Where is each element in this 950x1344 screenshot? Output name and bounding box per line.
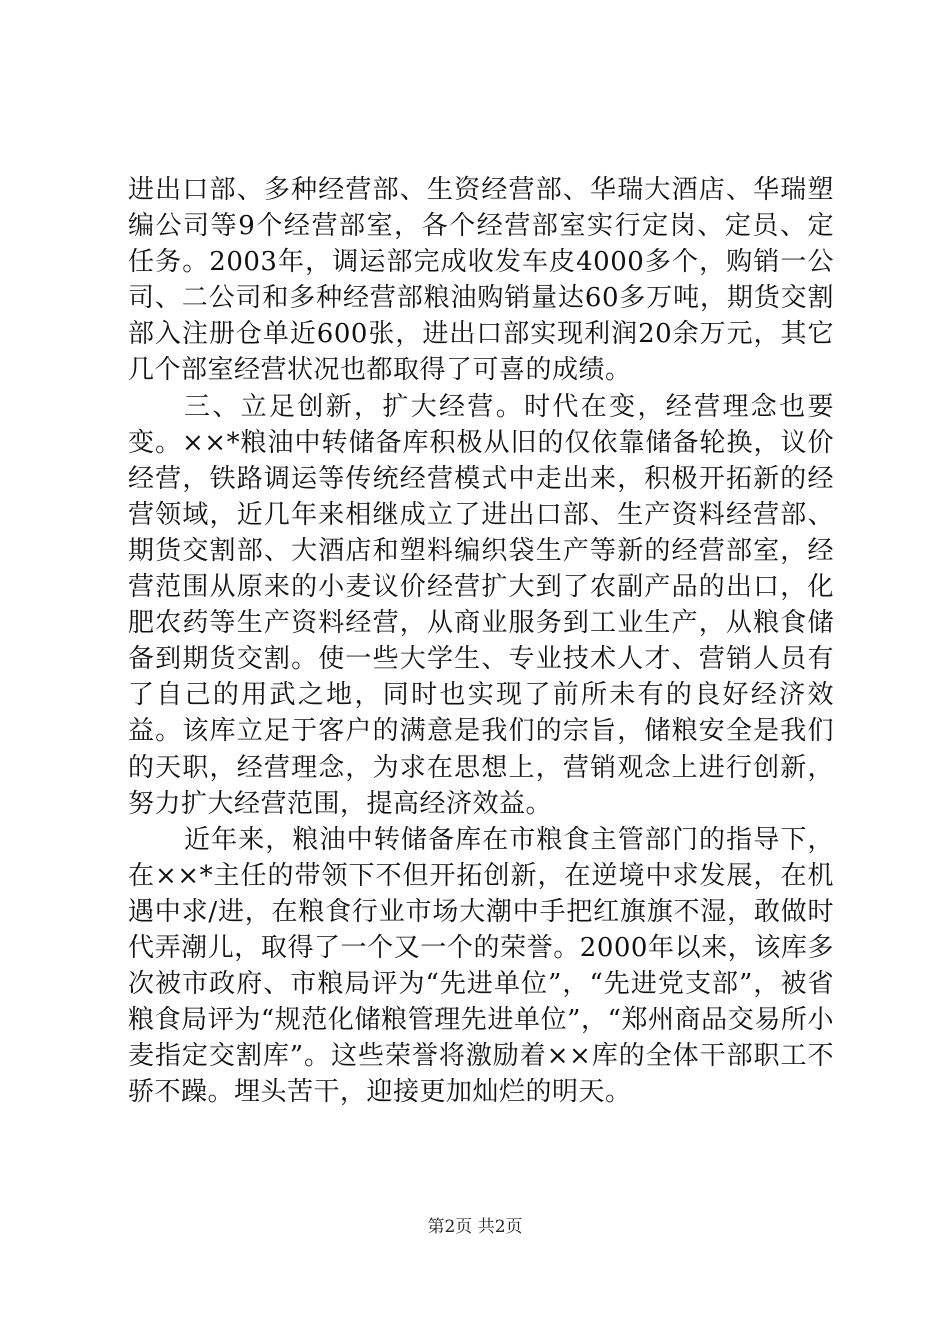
document-body — [128, 172, 834, 1110]
page-number-footer: 第2页 共2页 — [427, 1217, 523, 1237]
paragraph-honors: 近年来，粮油中转储备库在市粮食主管部门的指导下，在××*主任的带领下不但开拓创新，在逆境中求发展，在机遇中求/进，在粮食行业市场大潮中手把红旗旗不湿，敢做时代弄潮儿，取得了一个又一个的荣誉。2000年以来，该库多次被市政府、市粮局评为“先进单位”，“先进党支部”，被省粮食局评为“规范化储粮管理先进单位”，“郑州商品交易所小麦指定交割库”。这些荣誉将激励着××库的全体干部职工不骄不躁。埋头苦干，迎接更加灿烂的明天。 — [128, 824, 834, 1108]
paragraph-continuation: 进出口部、多种经营部、生资经营部、华瑞大酒店、华瑞塑编公司等9个经营部室，各个经营部室实行定岗、定员、定任务。2003年，调运部完成收发车皮4000多个，购销一公司、二公司和多种经营部粮油购销量达60多万吨，期货交割部入注册仓单近600张，进出口部实现利润20余万元，其它几个部室经营状况也都取得了可喜的成绩。 — [128, 175, 834, 386]
paragraph-innovation: 三、立足创新，扩大经营。时代在变，经营理念也要变。××*粮油中转储备库积极从旧的仅依靠储备轮换，议价经营，铁路调运等传统经营模式中走出来，积极开拓新的经营领域，近几年来相继成立了进出口部、生产资料经营部、期货交割部、大酒店和塑料编织袋生产等新的经营部室，经营范围从原来的小麦议价经营扩大到了农副产品的出口，化肥农药等生产资料经营，从商业服务到工业生产，从粮食储备到期货交割。使一些大学生、专业技术人才、营销人员有了自己的用武之地，同时也实现了前所未有的良好经济效益。该库立足于客户的满意是我们的宗旨，储粮安全是我们的天职，经营理念，为求在思想上，营销观念上进行创新，努力扩大经营范围，提高经济效益。 — [128, 391, 834, 819]
